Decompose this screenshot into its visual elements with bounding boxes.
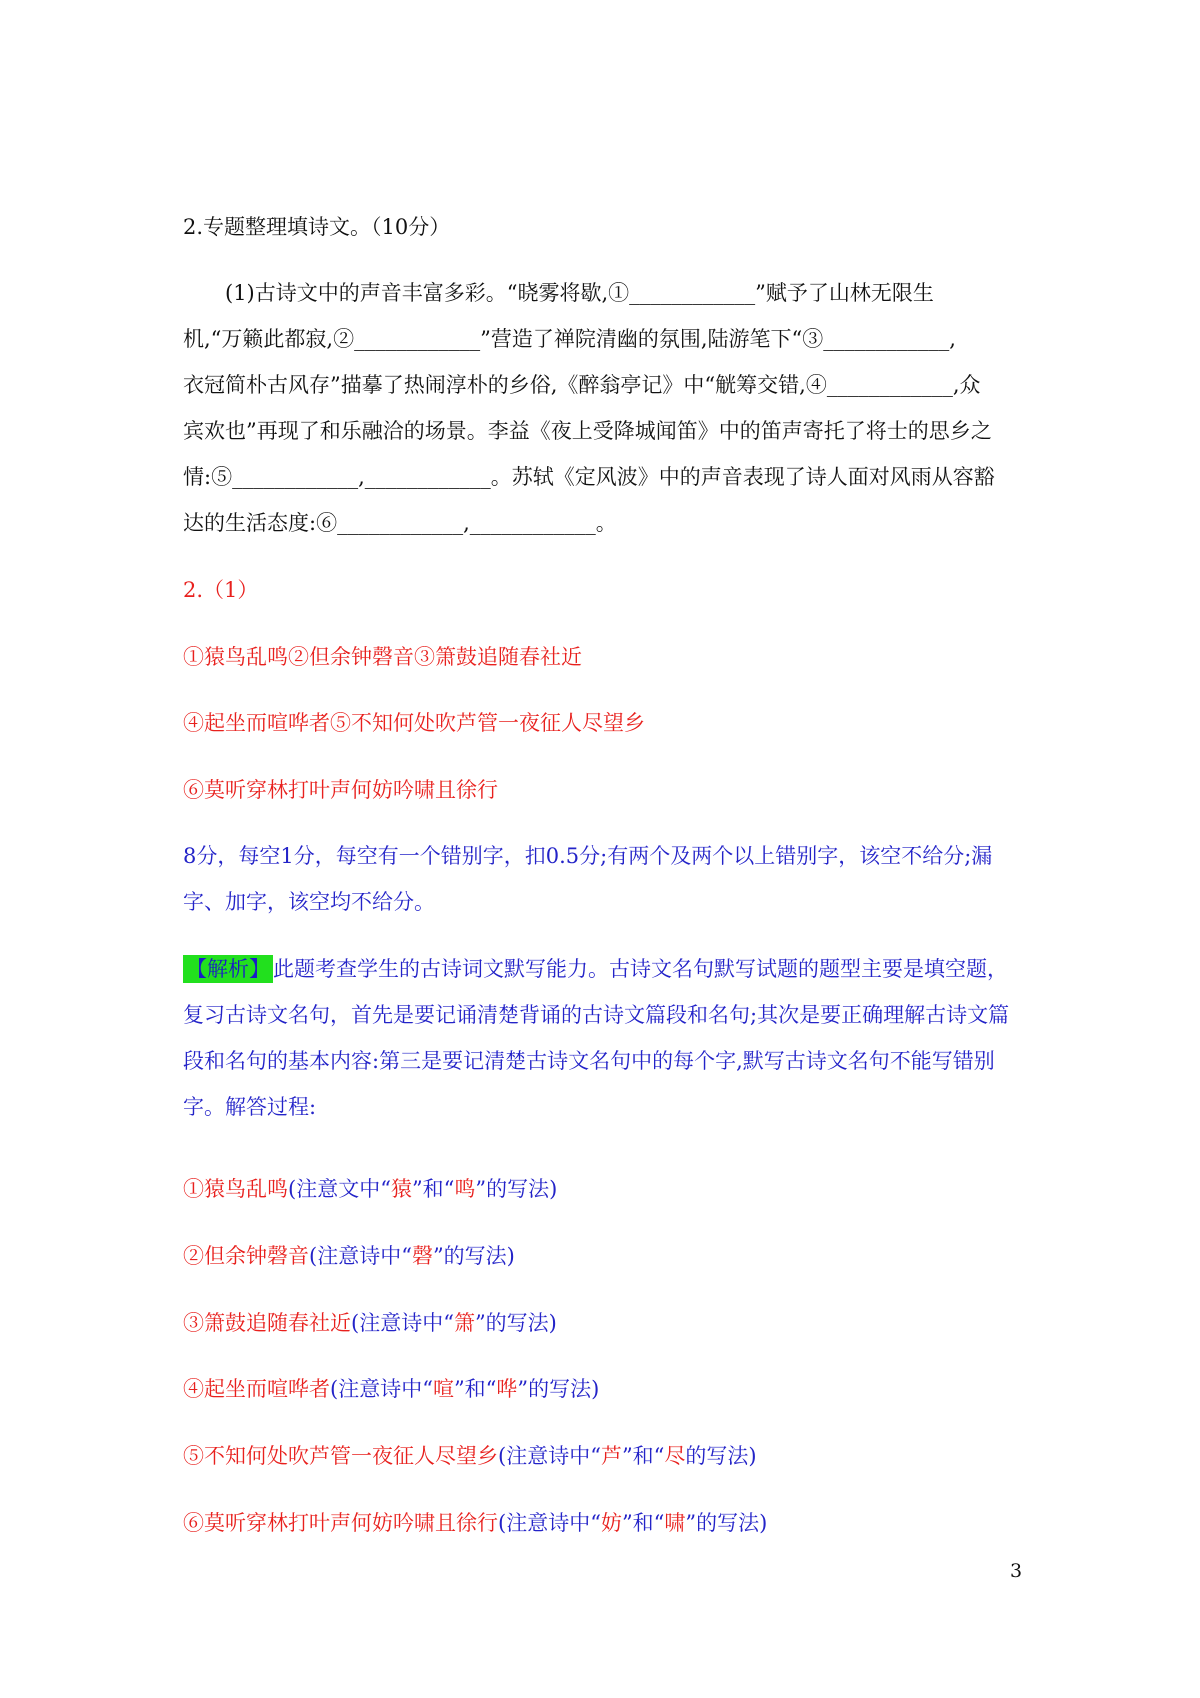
answer-line-2: ④起坐而喧哗者⑤不知何处吹芦管一夜征人尽望乡 — [183, 711, 645, 735]
answer-line-1: ①猿鸟乱鸣②但余钟磬音③箫鼓追随春社近 — [183, 645, 582, 669]
analysis-paragraph — [183, 946, 1023, 1130]
analysis-text: 此题考查学生的古诗词文默写能力。古诗文名句默写试题的题型主要是填空题，复习古诗文名句，首先是要记诵清楚背诵的古诗文篇段和名句;其次是要正确理解古诗文篇段和名句的基本内容:第三是要记清楚古诗文名句中的每个字,默写古诗文名句不能写错别字。解答过程: — [183, 957, 1010, 1119]
note-answer: ②但余钟磬音 — [183, 1244, 309, 1268]
page-number: 3 — [1010, 1560, 1023, 1582]
answer-label: 2.（1） — [183, 578, 259, 602]
note-answer: ⑤不知何处吹芦管一夜征人尽望乡 — [183, 1444, 498, 1468]
note-item-2: ②但余钟磬音(注意诗中“磬”的写法) — [183, 1244, 515, 1268]
note-item-5: ⑤不知何处吹芦管一夜征人尽望乡(注意诗中“芦”和“尽的写法) — [183, 1444, 757, 1468]
note-item-3: ③箫鼓追随春社近(注意诗中“箫”的写法) — [183, 1311, 557, 1335]
note-item-1: ①猿鸟乱鸣(注意文中“猿”和“鸣”的写法) — [183, 1177, 558, 1201]
scoring-text: 8分，每空1分，每空有一个错别字，扣0.5分;有两个及两个以上错别字，该空不给分;漏字、加字，该空均不给分。 — [183, 844, 993, 914]
question-line-3: 衣冠简朴古风存”描摹了热闹淳朴的乡俗,《醉翁亭记》中“觥筹交错,④____________,众 — [183, 373, 981, 397]
note-answer: ④起坐而喧哗者 — [183, 1377, 330, 1401]
question-line-1: (1)古诗文中的声音丰富多彩。“晓雾将歇,①____________”赋予了山林无限生 — [183, 281, 934, 305]
note-answer: ③箫鼓追随春社近 — [183, 1311, 351, 1335]
answer-line-3: ⑥莫听穿林打叶声何妨吟啸且徐行 — [183, 778, 498, 802]
note-item-4: ④起坐而喧哗者(注意诗中“喧”和“哗”的写法) — [183, 1377, 600, 1401]
note-item-6: ⑥莫听穿林打叶声何妨吟啸且徐行(注意诗中“妨”和“啸”的写法) — [183, 1511, 768, 1535]
note-answer: ①猿鸟乱鸣 — [183, 1177, 288, 1201]
question-heading: 2.专题整理填诗文。（10分） — [183, 215, 451, 239]
note-answer: ⑥莫听穿林打叶声何妨吟啸且徐行 — [183, 1511, 498, 1535]
analysis-tag: 【解析】 — [183, 955, 273, 983]
question-line-2: 机,“万籁此都寂,②____________”营造了禅院清幽的氛围,陆游笔下“③____________, — [183, 327, 956, 351]
question-line-5: 情:⑤____________,____________。苏轼《定风波》中的声音表现了诗人面对风雨从容豁 — [183, 465, 995, 489]
question-line-4: 宾欢也”再现了和乐融洽的场景。李益《夜上受降城闻笛》中的笛声寄托了将士的思乡之 — [183, 419, 992, 443]
question-line-6: 达的生活态度:⑥____________,____________。 — [183, 511, 617, 535]
